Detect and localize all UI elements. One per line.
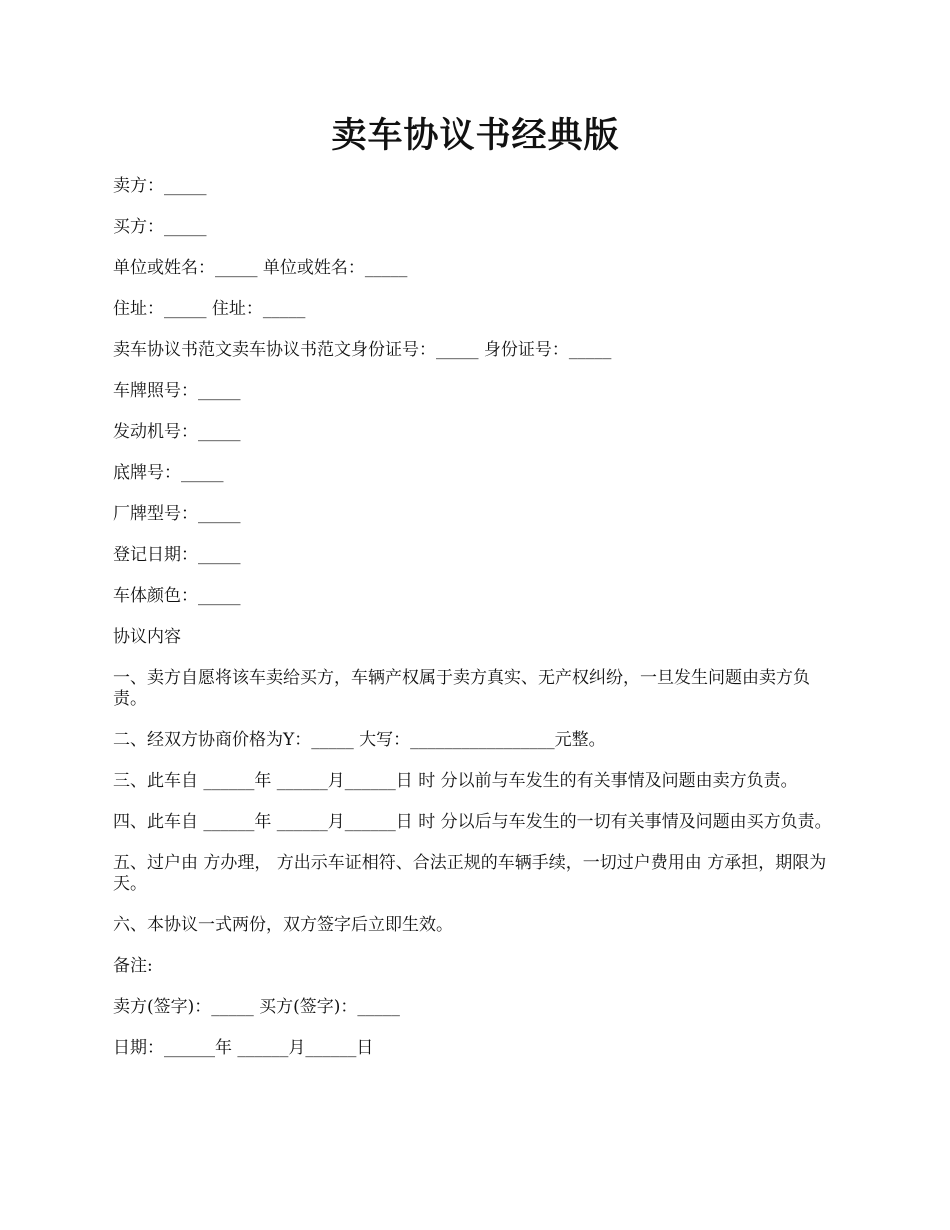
remarks-line: 备注:: [113, 956, 153, 976]
brand-model-line: 厂牌型号：_____: [113, 504, 241, 524]
id-number-line: 卖车协议书范文卖车协议书范文身份证号：_____ 身份证号：_____: [113, 340, 612, 360]
date-line: 日期：______年 ______月______日: [113, 1038, 374, 1058]
registration-date-line: 登记日期：_____: [113, 545, 241, 565]
document-body: [113, 176, 838, 1059]
clause-6: 六、本协议一式两份，双方签字后立即生效。: [113, 915, 453, 935]
clause-3: 三、此车自 ______年 ______月______日 时 分以前与车发生的有关事情及问题由卖方负责。: [113, 771, 798, 791]
clause-5: 五、过户由 方办理， 方出示车证相符、合法正规的车辆手续，一切过户费用由 方承担，期限为 天。: [113, 853, 832, 894]
engine-number-line: 发动机号：_____: [113, 422, 241, 442]
document-title: 卖车协议书经典版: [331, 115, 620, 156]
plate-number-line: 车牌照号：_____: [113, 381, 241, 401]
clause-2: 二、经双方协商价格为Y：_____ 大写：_________________元整。: [113, 730, 606, 750]
signature-line: 卖方(签字)：_____ 买方(签字)：_____: [113, 997, 400, 1017]
clause-1: 一、卖方自愿将该车卖给买方，车辆产权属于卖方真实、无产权纠纷，一旦发生问题由卖方负责。: [113, 668, 810, 709]
chassis-number-line: 底牌号：_____: [113, 463, 224, 483]
body-color-line: 车体颜色：_____: [113, 586, 241, 606]
clause-4: 四、此车自 ______年 ______月______日 时 分以后与车发生的一切有关事情及问题由买方负责。: [113, 812, 832, 832]
agreement-heading: 协议内容: [113, 627, 181, 647]
seller-line: 卖方：_____: [113, 176, 207, 196]
unit-name-line: 单位或姓名：_____ 单位或姓名：_____: [113, 258, 408, 278]
address-line: 住址：_____ 住址：_____: [113, 299, 306, 319]
buyer-line: 买方：_____: [113, 217, 207, 237]
